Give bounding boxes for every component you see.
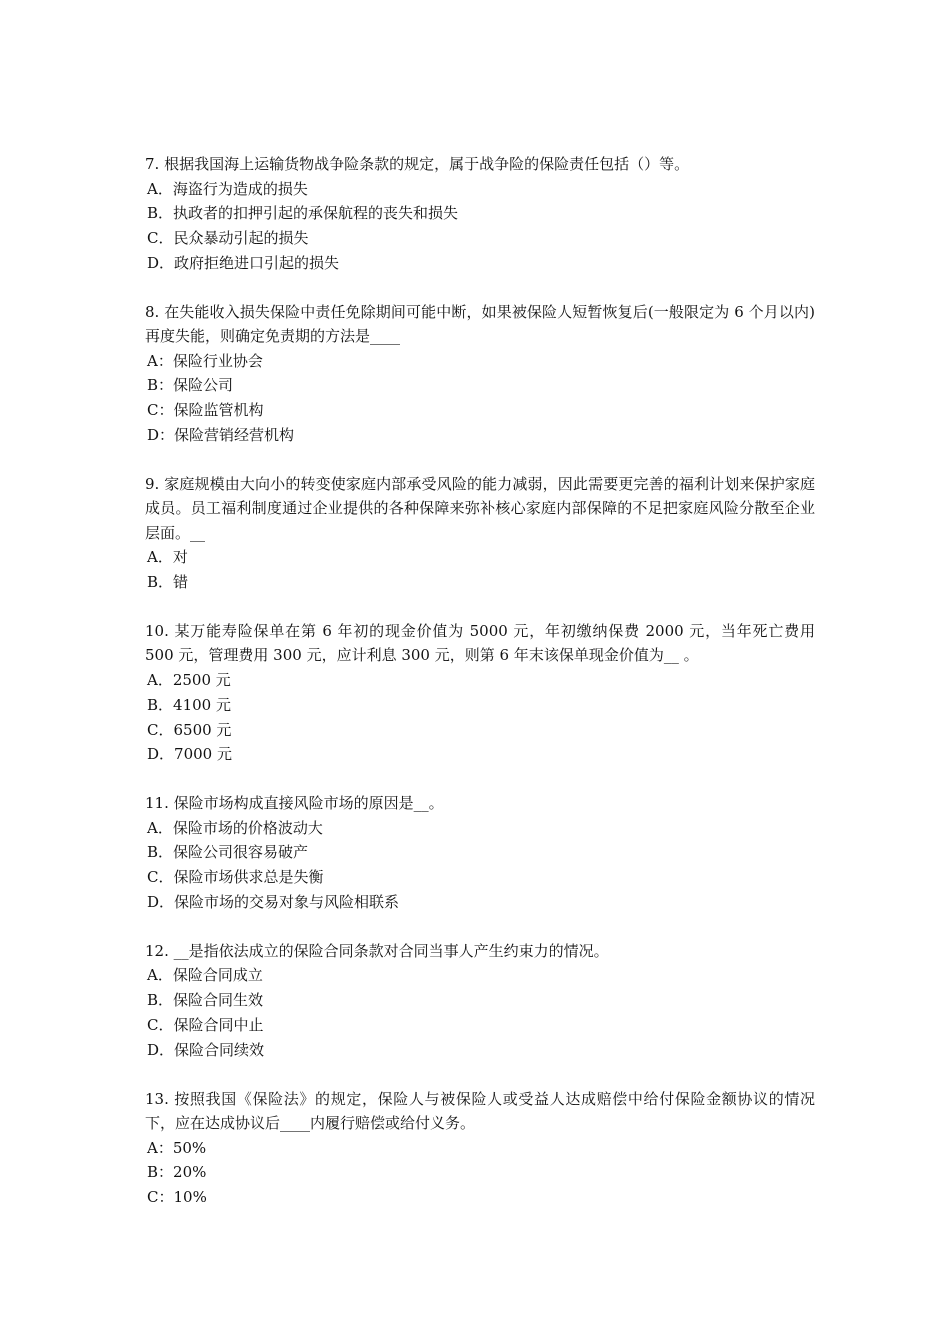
question-12 (145, 939, 815, 1063)
document-page (145, 152, 815, 1234)
question-7 (145, 152, 815, 276)
question-stem: 11. 保险市场构成直接风险市场的原因是__。 (145, 794, 444, 813)
option-a: A：保险行业协会 (147, 351, 263, 370)
option-c: C．民众暴动引起的损失 (147, 229, 309, 248)
option-d: D．政府拒绝进口引起的损失 (147, 253, 340, 272)
option-b: B．保险合同生效 (147, 991, 264, 1010)
option-d: D．保险合同续效 (147, 1040, 265, 1059)
option-b: B：保险公司 (147, 376, 234, 395)
option-c: C．保险合同中止 (147, 1015, 264, 1034)
question-8 (145, 300, 815, 448)
question-11 (145, 791, 815, 915)
question-stem: 10. 某万能寿险保单在第 6 年初的现金价值为 5000 元，年初缴纳保费 2000 元，当年死亡费用 500 元，管理费用 300 元，应计利息 300 元，则第 6 年末该保单现金价值为__ 。 (145, 621, 815, 665)
question-stem: 9. 家庭规模由大向小的转变使家庭内部承受风险的能力减弱，因此需要更完善的福利计划来保护家庭成员。员工福利制度通过企业提供的各种保障来弥补核心家庭内部保障的不足把家庭风险分散至企业层面。__ (145, 474, 815, 542)
option-b: B．保险公司很容易破产 (147, 843, 309, 862)
option-b: B．4100 元 (147, 695, 231, 714)
option-d: D．7000 元 (147, 745, 232, 764)
question-stem: 12. __是指依法成立的保险合同条款对合同当事人产生约束力的情况。 (145, 941, 609, 960)
question-stem: 7. 根据我国海上运输货物战争险条款的规定，属于战争险的保险责任包括（）等。 (145, 155, 690, 173)
option-c: C：保险监管机构 (147, 401, 264, 420)
option-b: B：20% (147, 1163, 207, 1182)
option-c: C．保险市场供求总是失衡 (147, 868, 324, 887)
question-9 (145, 472, 815, 595)
question-10 (145, 619, 815, 767)
option-b: B．执政者的扣押引起的承保航程的丧失和损失 (147, 204, 459, 223)
option-d: D．保险市场的交易对象与风险相联系 (147, 893, 400, 912)
option-d: D：保险营销经营机构 (147, 426, 295, 445)
option-a: A．海盗行为造成的损失 (147, 179, 308, 198)
question-stem: 8. 在失能收入损失保险中责任免除期间可能中断，如果被保险人短暂恢复后(一般限定为 6 个月以内)再度失能，则确定免责期的方法是____ (145, 302, 815, 346)
option-a: A．保险市场的价格波动大 (147, 818, 323, 837)
option-a: A．对 (147, 548, 188, 567)
option-c: C．6500 元 (147, 720, 232, 739)
option-a: A．2500 元 (147, 670, 231, 689)
option-b: B．错 (147, 573, 189, 592)
question-stem: 13. 按照我国《保险法》的规定，保险人与被保险人或受益人达成赔偿中给付保险金额协议的情况下，应在达成协议后____内履行赔偿或给付义务。 (145, 1089, 815, 1133)
option-c: C：10% (147, 1188, 207, 1207)
question-13 (145, 1087, 815, 1210)
option-a: A．保险合同成立 (147, 966, 263, 985)
option-a: A：50% (147, 1138, 207, 1157)
